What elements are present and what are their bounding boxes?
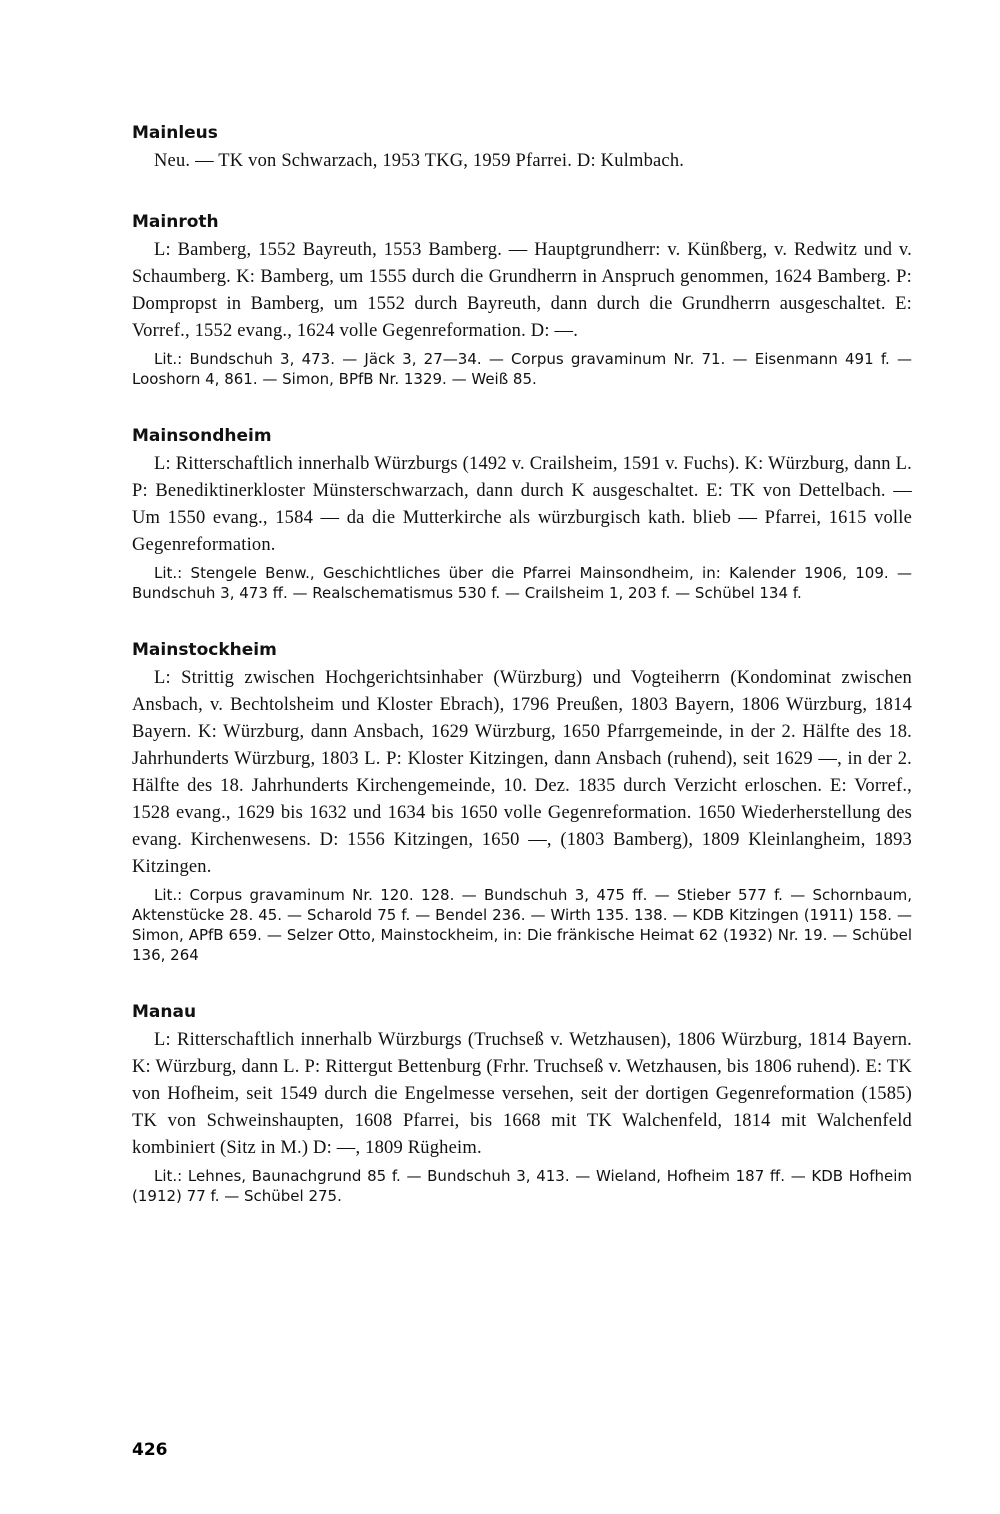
entry-title: Mainroth: [132, 212, 219, 232]
entry-body: L: Ritterschaftlich innerhalb Würzburgs (Truchseß v. Wetzhausen), 1806 Würzburg, 1814 Bayern. K: Würzburg, dann L. P: Rittergut Bettenburg (Frhr. Truchseß v. Wetzhausen, bis 1806 ruhend). E: TK von Hofheim, seit 1549 durch die Engelmesse versehen, seit der dortigen Gegenreformation (1585) TK von Schweinshaupten, 1608 Pfarrei, bis 1668 mit TK Walchenfeld, 1814 mit Walchenfeld kombiniert (Sitz in M.) D: —, 1809 Rügheim.: [132, 1030, 912, 1158]
entry-body: L: Strittig zwischen Hochgerichtsinhaber (Würzburg) und Vogteiherrn (Kondominat zwischen Ansbach, v. Bechtolsheim und Kloster Ebrach), 1796 Preußen, 1803 Bayern, 1806 Würzburg, 1814 Bayern. K: Würzburg, dann Ansbach, 1629 Würzburg, 1650 Pfarrgemeinde, in der 2. Hälfte des 18. Jahrhunderts Würzburg, 1803 L. P: Kloster Kitzingen, dann Ansbach (ruhend), seit 1629 —, in der 2. Hälfte des 18. Jahrhunderts Kirchengemeinde, 10. Dez. 1835 durch Verzicht erloschen. E: Vorref., 1528 evang., 1629 bis 1632 und 1634 bis 1650 volle Gegenreformation. 1650 Wiederherstellung des evang. Kirchenwesens. D: 1556 Kitzingen, 1650 —, (1803 Bamberg), 1809 Kleinlangheim, 1893 Kitzingen.: [132, 668, 912, 877]
entry-mainstockheim: [132, 637, 912, 965]
entry-manau: [132, 999, 912, 1206]
entry-literature: Lit.: Stengele Benw., Geschichtliches über die Pfarrei Mainsondheim, in: Kalender 1906, 109. — Bundschuh 3, 473 ff. — Realschematismus 530 f. — Crailsheim 1, 203 f. — Schübel 134 f.: [132, 564, 912, 602]
entry-mainroth: [132, 209, 912, 389]
entry-title: Manau: [132, 1002, 197, 1022]
entry-literature: Lit.: Corpus gravaminum Nr. 120. 128. — Bundschuh 3, 475 ff. — Stieber 577 f. — Schornbaum, Aktenstücke 28. 45. — Scharold 75 f. — Bendel 236. — Wirth 135. 138. — KDB Kitzingen (1911) 158. — Simon, APfB 659. — Selzer Otto, Mainstockheim, in: Die fränkische Heimat 62 (1932) Nr. 19. — Schübel 136, 264: [132, 886, 912, 964]
entry-body: L: Ritterschaftlich innerhalb Würzburgs (1492 v. Crailsheim, 1591 v. Fuchs). K: Würzburg, dann L. P: Benediktinerkloster Münsterschwarzach, dann durch K ausgeschaltet. E: TK von Dettelbach. — Um 1550 evang., 1584 — da die Mutterkirche als würzburgisch kath. blieb — Pfarrei, 1615 volle Gegenreformation.: [132, 454, 912, 555]
entry-body: L: Bamberg, 1552 Bayreuth, 1553 Bamberg. — Hauptgrundherr: v. Künßberg, v. Redwitz und v. Schaumberg. K: Bamberg, um 1555 durch die Grundherrn in Anspruch genommen, 1624 Bamberg. P: Dompropst in Bamberg, um 1552 durch Bayreuth, dann durch die Grundherrn ausgeschaltet. E: Vorref., 1552 evang., 1624 volle Gegenreformation. D: —.: [132, 240, 912, 341]
entry-literature: Lit.: Bundschuh 3, 473. — Jäck 3, 27—34. — Corpus gravaminum Nr. 71. — Eisenmann 491 f. — Looshorn 4, 861. — Simon, BPfB Nr. 1329. — Weiß 85.: [132, 350, 912, 388]
entry-mainsondheim: [132, 423, 912, 603]
entry-literature: Lit.: Lehnes, Baunachgrund 85 f. — Bundschuh 3, 413. — Wieland, Hofheim 187 ff. — KDB Hofheim (1912) 77 f. — Schübel 275.: [132, 1167, 912, 1205]
entry-title: Mainsondheim: [132, 426, 272, 446]
entry-title: Mainleus: [132, 123, 218, 143]
page-number: 426: [132, 1440, 168, 1460]
entry-body: Neu. — TK von Schwarzach, 1953 TKG, 1959 Pfarrei. D: Kulmbach.: [154, 151, 685, 171]
document-page: [132, 120, 912, 1240]
entry-title: Mainstockheim: [132, 640, 277, 660]
entry-mainleus: [132, 120, 912, 175]
